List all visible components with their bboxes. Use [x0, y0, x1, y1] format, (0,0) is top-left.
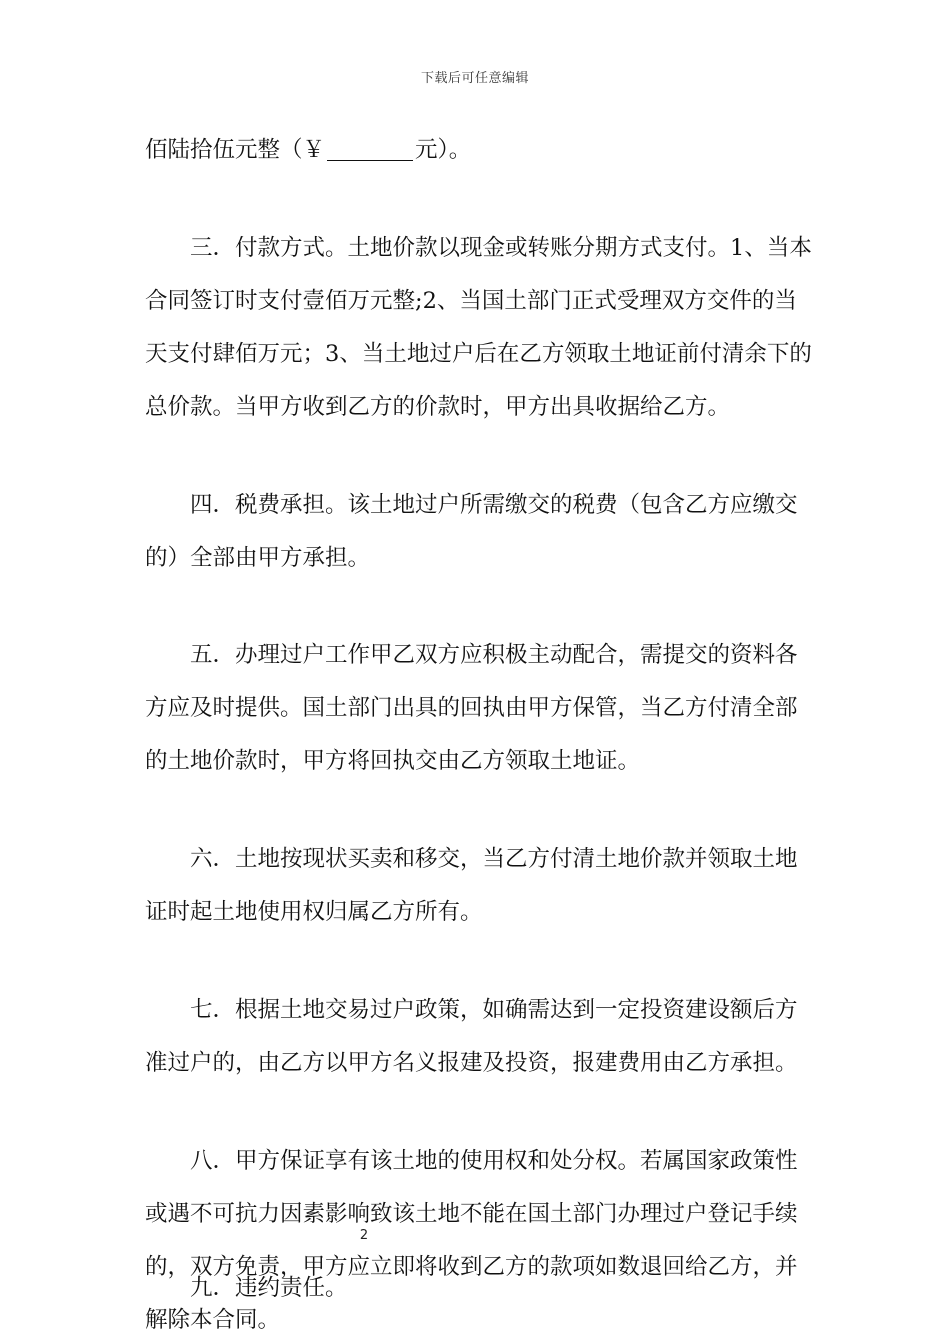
- paragraph-4-line-2: 的）全部由甲方承担。: [145, 545, 371, 571]
- paragraph-7-line-2: 准过户的，由乙方以甲方名义报建及投资，报建费用由乙方承担。: [145, 1050, 798, 1076]
- paragraph-3-line-3: 天支付肆佰万元；3、当土地过户后在乙方领取土地证前付清余下的: [145, 341, 812, 367]
- paragraph-6-line-1: 六．土地按现状买卖和移交，当乙方付清土地价款并领取土地: [190, 846, 798, 872]
- paragraph-8-line-1: 八．甲方保证享有该土地的使用权和处分权。若属国家政策性: [190, 1148, 798, 1174]
- page-number: 2: [359, 1228, 369, 1243]
- paragraph-3-line-2: 合同签订时支付壹佰万元整;2、当国土部门正式受理双方交件的当: [145, 288, 797, 314]
- paragraph-9-line-1: 九．违约责任。: [190, 1275, 348, 1301]
- amount-blank: [327, 138, 413, 161]
- paragraph-5-line-1: 五．办理过户工作甲乙双方应积极主动配合，需提交的资料各: [190, 642, 798, 668]
- paragraph-4-line-1: 四．税费承担。该土地过户所需缴交的税费（包含乙方应缴交: [190, 492, 798, 518]
- paragraph-3-line-1: 三．付款方式。土地价款以现金或转账分期方式支付。1、当本: [190, 235, 812, 261]
- paragraph-5-line-3: 的土地价款时，甲方将回执交由乙方领取土地证。: [145, 748, 641, 774]
- paragraph-8-line-3: 的，双方免责，甲方应立即将收到乙方的款项如数退回给乙方，并: [145, 1254, 798, 1280]
- paragraph-line-1: 佰陆拾伍元整（￥ 元）。: [145, 137, 472, 163]
- paragraph-6-line-2: 证时起土地使用权归属乙方所有。: [145, 899, 483, 925]
- page-header: 下载后可任意编辑: [420, 71, 529, 86]
- paragraph-8-line-2: 或遇不可抗力因素影响致该土地不能在国土部门办理过户登记手续: [145, 1201, 798, 1227]
- paragraph-8-line-4: 解除本合同。: [145, 1307, 281, 1333]
- paragraph-3-line-4: 总价款。当甲方收到乙方的价款时，甲方出具收据给乙方。: [145, 394, 731, 420]
- paragraph-7-line-1: 七．根据土地交易过户政策，如确需达到一定投资建设额后方: [190, 997, 798, 1023]
- paragraph-5-line-2: 方应及时提供。国土部门出具的回执由甲方保管，当乙方付清全部: [145, 695, 798, 721]
